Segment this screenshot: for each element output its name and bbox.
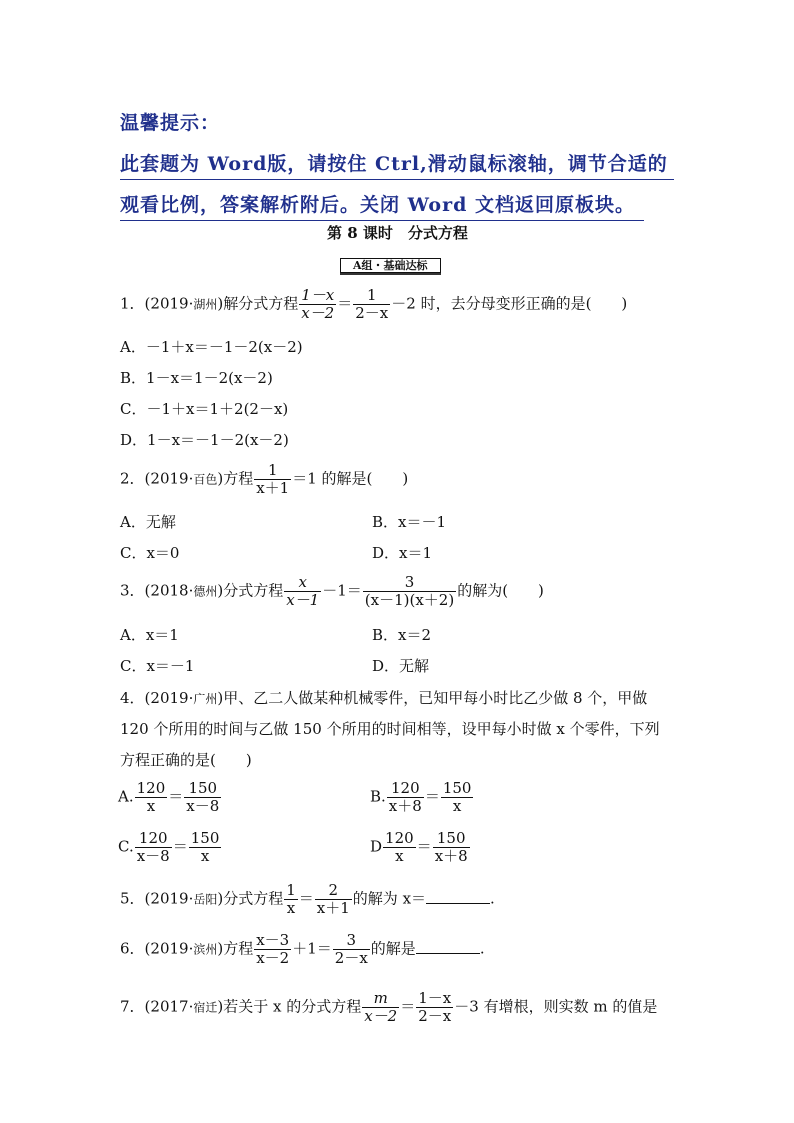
q4-d-equals: ＝: [416, 837, 432, 856]
q5-end: .: [490, 889, 495, 908]
q3-text: )分式方程: [217, 581, 284, 600]
q7-prefix: 7．(2017·: [120, 997, 194, 1016]
q1-option-d: D．1－x＝－1－2(x－2): [120, 431, 289, 449]
question-1: [120, 287, 627, 322]
q6-tail: 的解是: [370, 939, 416, 958]
q7-text: )若关于 x 的分式方程: [217, 997, 362, 1016]
q4-option-a: [118, 780, 222, 815]
q6-answer-blank: [416, 939, 480, 954]
q6-fraction-1: $\frac{x-3}{x-2}$: [256, 931, 290, 967]
q6-fraction-2: $\frac{3}{2-x}$: [334, 931, 368, 967]
question-4-line-1: [120, 688, 647, 709]
q4-c-fraction-1: $\frac{120}{x-8}$: [136, 829, 170, 865]
group-label: A组・基础达标: [340, 258, 441, 273]
question-2: [120, 462, 408, 497]
q6-middle: ＋1＝: [292, 939, 332, 958]
q1-equals: ＝: [337, 294, 353, 313]
q2-tail: ＝1 的解是( ): [292, 469, 409, 488]
question-4-line-3: 方程正确的是( ): [120, 751, 252, 769]
q4-c-fraction-2: $\frac{150}{x}$: [190, 829, 220, 865]
q1-option-b: B．1－x＝1－2(x－2): [120, 369, 273, 387]
q3-option-c: C．x＝－1: [120, 657, 195, 675]
lesson-title: 第 8 课时 分式方程: [327, 224, 468, 242]
q5-prefix: 5．(2019·: [120, 889, 194, 908]
q3-tail: 的解为( ): [457, 581, 544, 600]
q5-answer-blank: [426, 889, 490, 904]
q3-option-a: A．x＝1: [120, 626, 179, 644]
q1-source: 湖州: [193, 297, 218, 312]
q4-option-c: [118, 830, 222, 865]
q5-fraction-1: $\frac{1}{x}$: [286, 881, 296, 917]
q3-option-b: B．x＝2: [372, 626, 432, 644]
q5-equals: ＝: [298, 889, 314, 908]
question-4-line-2: 120 个所用的时间与乙做 150 个所用的时间相等，设甲每小时做 x 个零件，下列: [120, 720, 660, 738]
q4-text-1: )甲、乙二人做某种机械零件，已知甲每小时比乙少做 8 个，甲做: [217, 689, 648, 707]
q6-text: )方程: [217, 939, 254, 958]
q2-option-a: A．无解: [120, 513, 176, 531]
q2-option-d: D．x＝1: [372, 544, 433, 562]
q4-source: 广州: [193, 692, 218, 706]
q5-text: )分式方程: [217, 889, 284, 908]
q1-fraction-2: $\frac{1}{2-x}$: [355, 286, 389, 322]
q5-fraction-2: $\frac{2}{x+1}$: [316, 881, 350, 917]
q2-fraction: $\frac{1}{x+1}$: [256, 461, 290, 497]
question-5: [120, 882, 495, 917]
q1-prefix: 1．(2019·: [120, 294, 194, 313]
q4-d-label: D: [370, 837, 383, 856]
q4-b-fraction-2: $\frac{150}{x}$: [442, 779, 472, 815]
q2-option-c: C．x＝0: [120, 544, 180, 562]
q3-prefix: 3．(2018·: [120, 581, 194, 600]
q2-source: 百色: [193, 472, 218, 487]
q3-middle: －1＝: [322, 581, 362, 600]
q4-d-fraction-2: $\frac{150}{x+8}$: [434, 829, 468, 865]
q1-option-c: C．－1＋x＝1＋2(2－x): [120, 400, 289, 418]
q3-source: 德州: [193, 584, 218, 599]
question-7: [120, 990, 657, 1025]
q4-a-fraction-1: $\frac{120}{x}$: [136, 779, 166, 815]
q7-source: 宿迁: [193, 1000, 218, 1015]
q4-prefix: 4．(2019·: [120, 689, 194, 707]
q7-tail: －3 有增根，则实数 m 的值是: [454, 997, 658, 1016]
question-3: [120, 574, 544, 609]
q7-fraction-1: $\frac{m}{x-2}$: [364, 989, 398, 1025]
q2-option-b: B．x＝－1: [372, 513, 447, 531]
tip-line-2: 观看比例，答案解析附后。关闭 Word 文档返回原板块。: [120, 190, 644, 221]
q6-source: 滨州: [193, 942, 218, 957]
q5-tail: 的解为 x＝: [352, 889, 427, 908]
q4-a-label: A.: [118, 787, 134, 806]
q7-equals: ＝: [400, 997, 416, 1016]
q1-tail: －2 时，去分母变形正确的是( ): [391, 294, 628, 313]
q2-prefix: 2．(2019·: [120, 469, 194, 488]
q6-prefix: 6．(2019·: [120, 939, 194, 958]
q6-end: .: [479, 939, 485, 958]
tip-heading: 温馨提示：: [120, 112, 221, 134]
question-6: [120, 932, 485, 967]
tip-line-1: 此套题为 Word版，请按住 Ctrl,滑动鼠标滚轴，调节合适的: [120, 149, 674, 180]
q4-option-b: [370, 780, 474, 815]
q3-fraction-2: $\frac{3}{(x-1)(x+2)}$: [364, 573, 455, 609]
q5-source: 岳阳: [193, 892, 218, 907]
q4-a-fraction-2: $\frac{150}{x-8}$: [186, 779, 220, 815]
q1-text: )解分式方程: [217, 294, 299, 313]
q1-option-a: A．－1＋x＝－1－2(x－2): [120, 338, 303, 356]
q3-option-d: D．无解: [372, 657, 430, 675]
q4-c-label: C.: [118, 837, 134, 856]
q4-b-label: B.: [370, 787, 386, 806]
q4-b-equals: ＝: [424, 787, 440, 806]
q4-a-equals: ＝: [168, 787, 184, 806]
q3-fraction-1: $\frac{x}{x-1}$: [286, 573, 320, 609]
q4-b-fraction-1: $\frac{120}{x+8}$: [388, 779, 422, 815]
q4-option-d: [370, 830, 471, 865]
q2-text: )方程: [217, 469, 254, 488]
q4-d-fraction-1: $\frac{120}{x}$: [385, 829, 414, 865]
q1-fraction-1: $\frac{1-x}{x-2}$: [301, 286, 335, 322]
q4-c-equals: ＝: [172, 837, 188, 856]
q7-fraction-2: $\frac{1-x}{2-x}$: [418, 989, 452, 1025]
